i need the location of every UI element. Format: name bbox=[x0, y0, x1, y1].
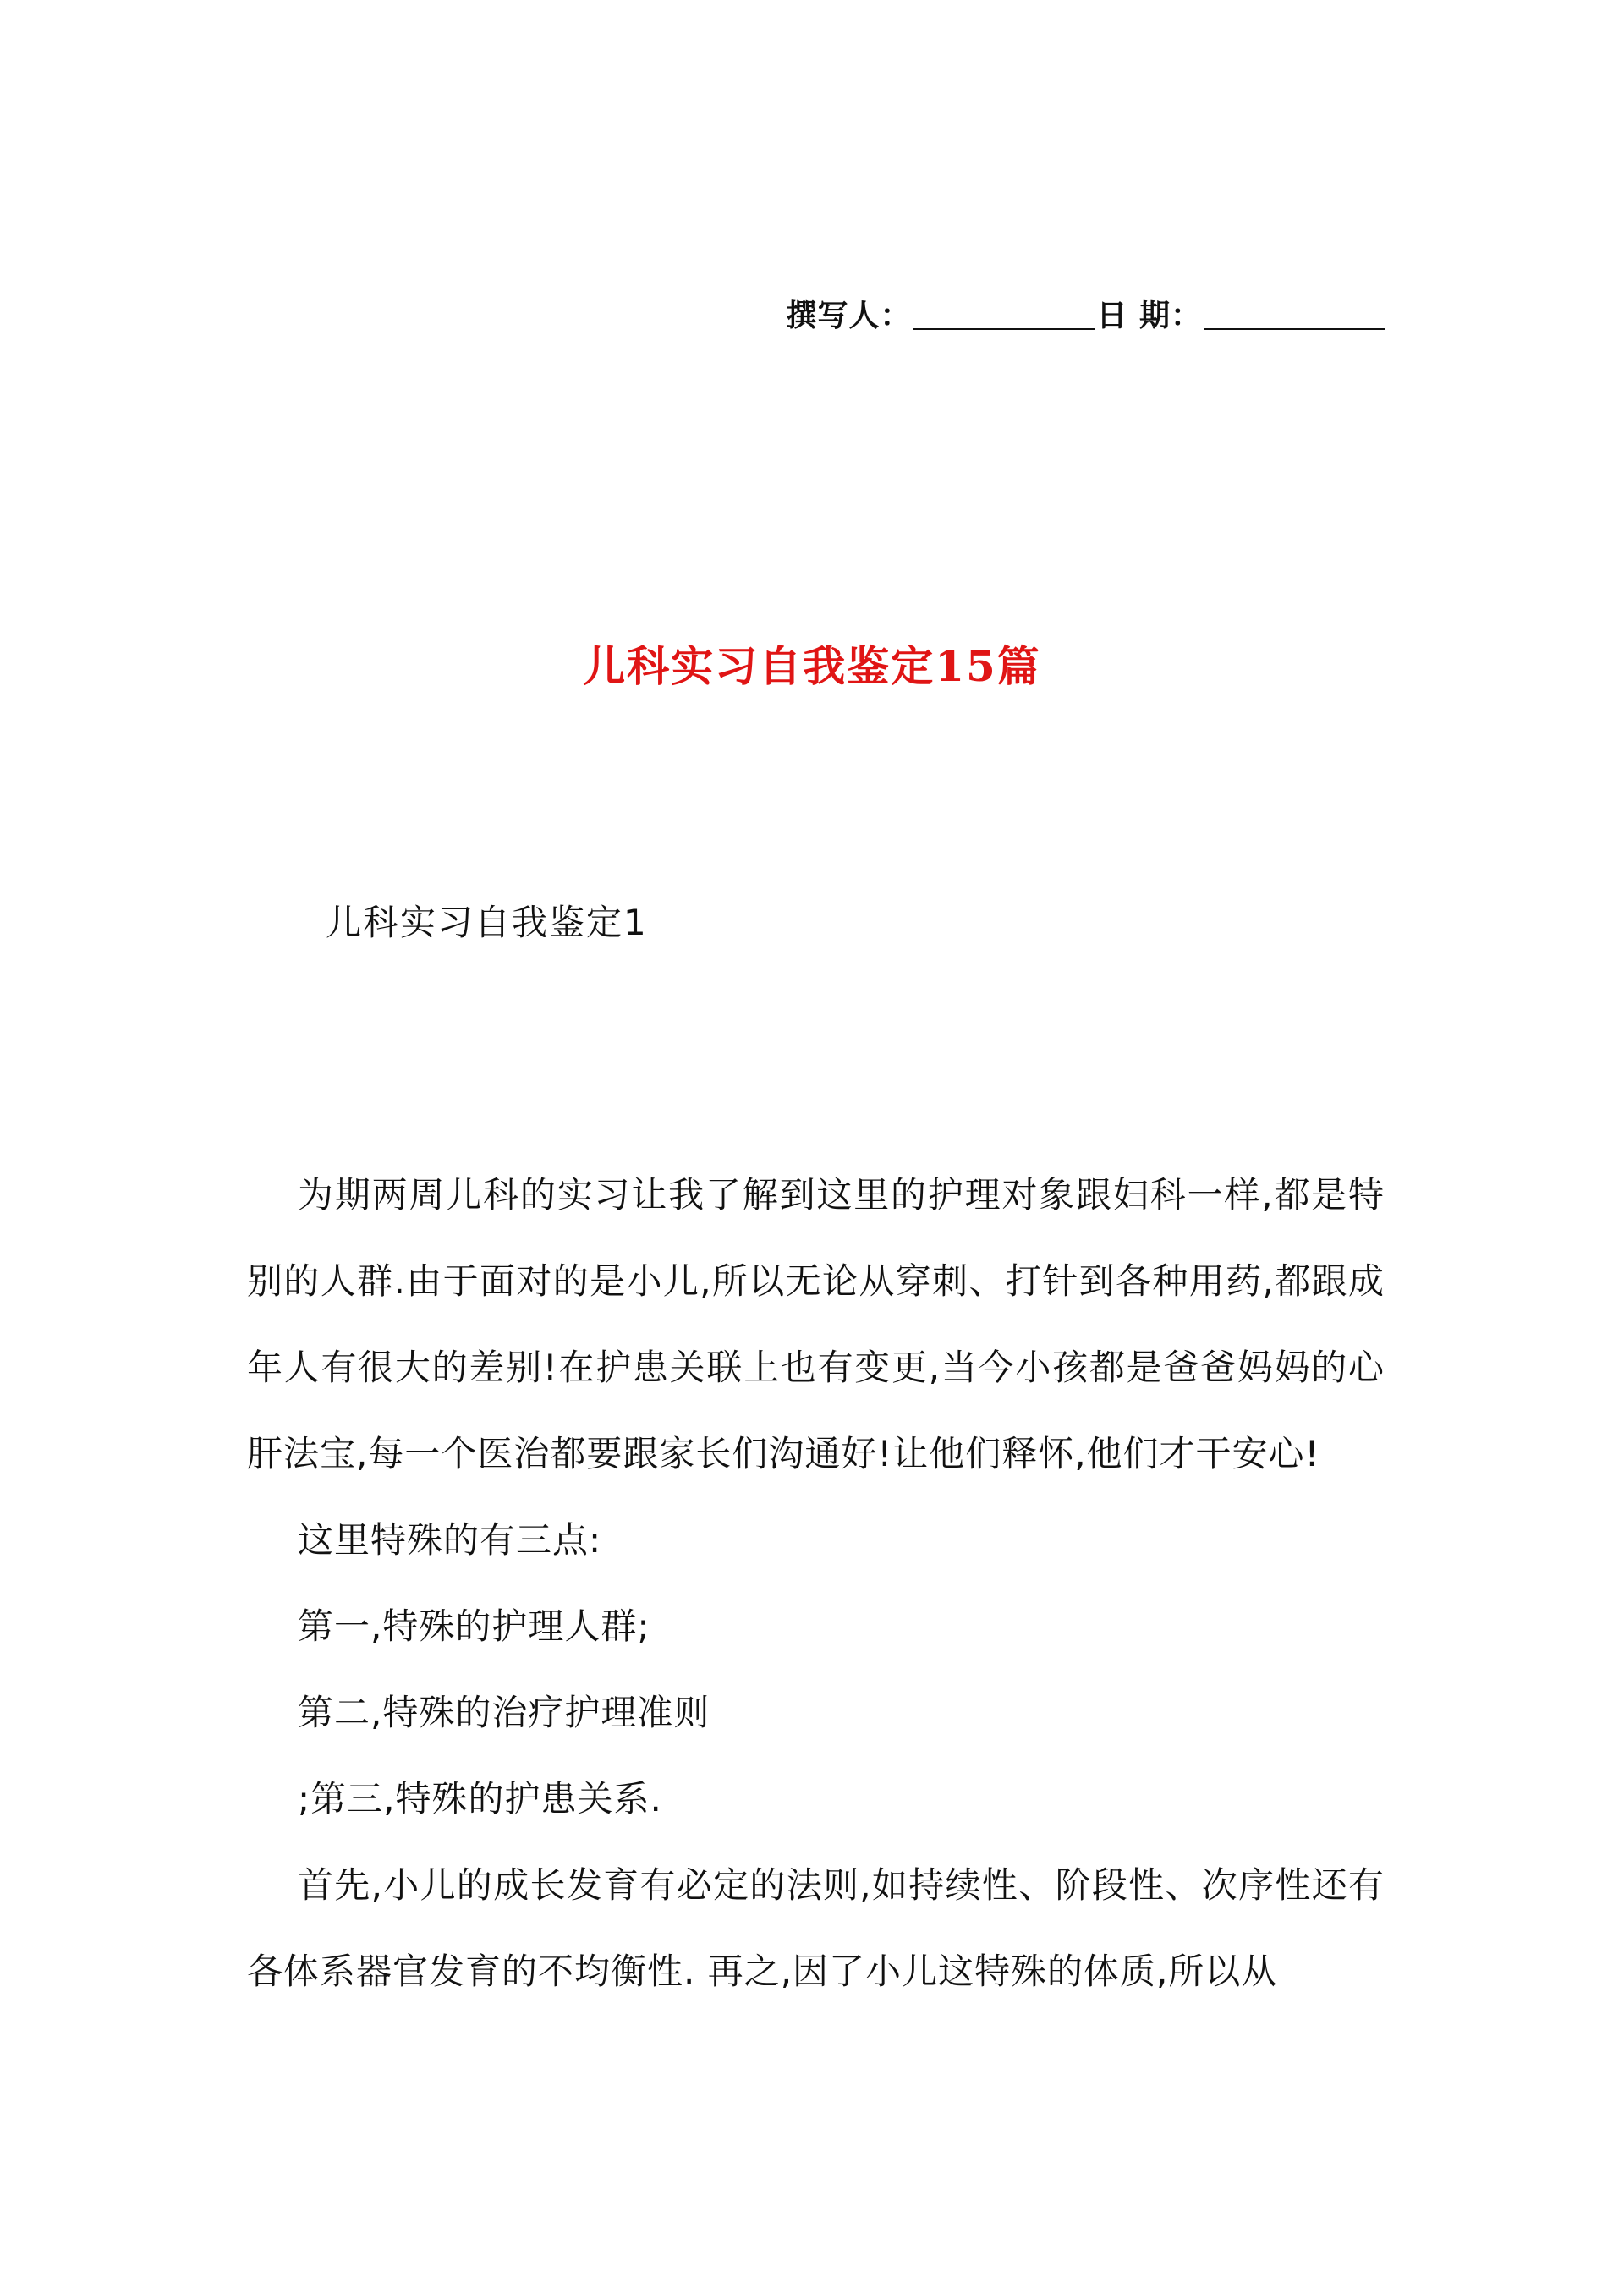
paragraph: 这里特殊的有三点: bbox=[298, 1519, 602, 1561]
section-heading: 儿科实习自我鉴定1 bbox=[326, 902, 648, 943]
author-label: 撰写人： bbox=[786, 299, 912, 333]
paragraph: 为期两周儿科的实习让我了解到这里的护理对象跟妇科一样,都是特别的人群.由于面对的是小儿,所以无论从穿刺、打针到各种用药,都跟成年人有很大的差别!在护患关联上也有变更,当今小孩都是爸爸妈妈的心肝法宝,每一个医治都要跟家长们沟通好!让他们释怀,他们才干安心! bbox=[247, 1174, 1385, 1474]
author-blank bbox=[913, 328, 1095, 330]
date-blank bbox=[1204, 328, 1385, 330]
paragraph: ;第三,特殊的护患关系. bbox=[298, 1778, 662, 1819]
document-title: 儿科实习自我鉴定15篇 bbox=[583, 641, 1041, 691]
paragraph: 第二,特殊的治疗护理准则 bbox=[298, 1692, 710, 1733]
author-date-line bbox=[786, 284, 1387, 335]
date-label: 日 期： bbox=[1096, 299, 1202, 333]
paragraph: 第一,特殊的护理人群; bbox=[298, 1605, 650, 1647]
document-body bbox=[247, 1152, 1385, 2015]
paragraph: 首先,小儿的成长发育有必定的法则,如持续性、阶段性、次序性还有各体系器官发育的不均衡性. 再之,因了小儿这特殊的体质,所以从 bbox=[247, 1864, 1385, 1992]
